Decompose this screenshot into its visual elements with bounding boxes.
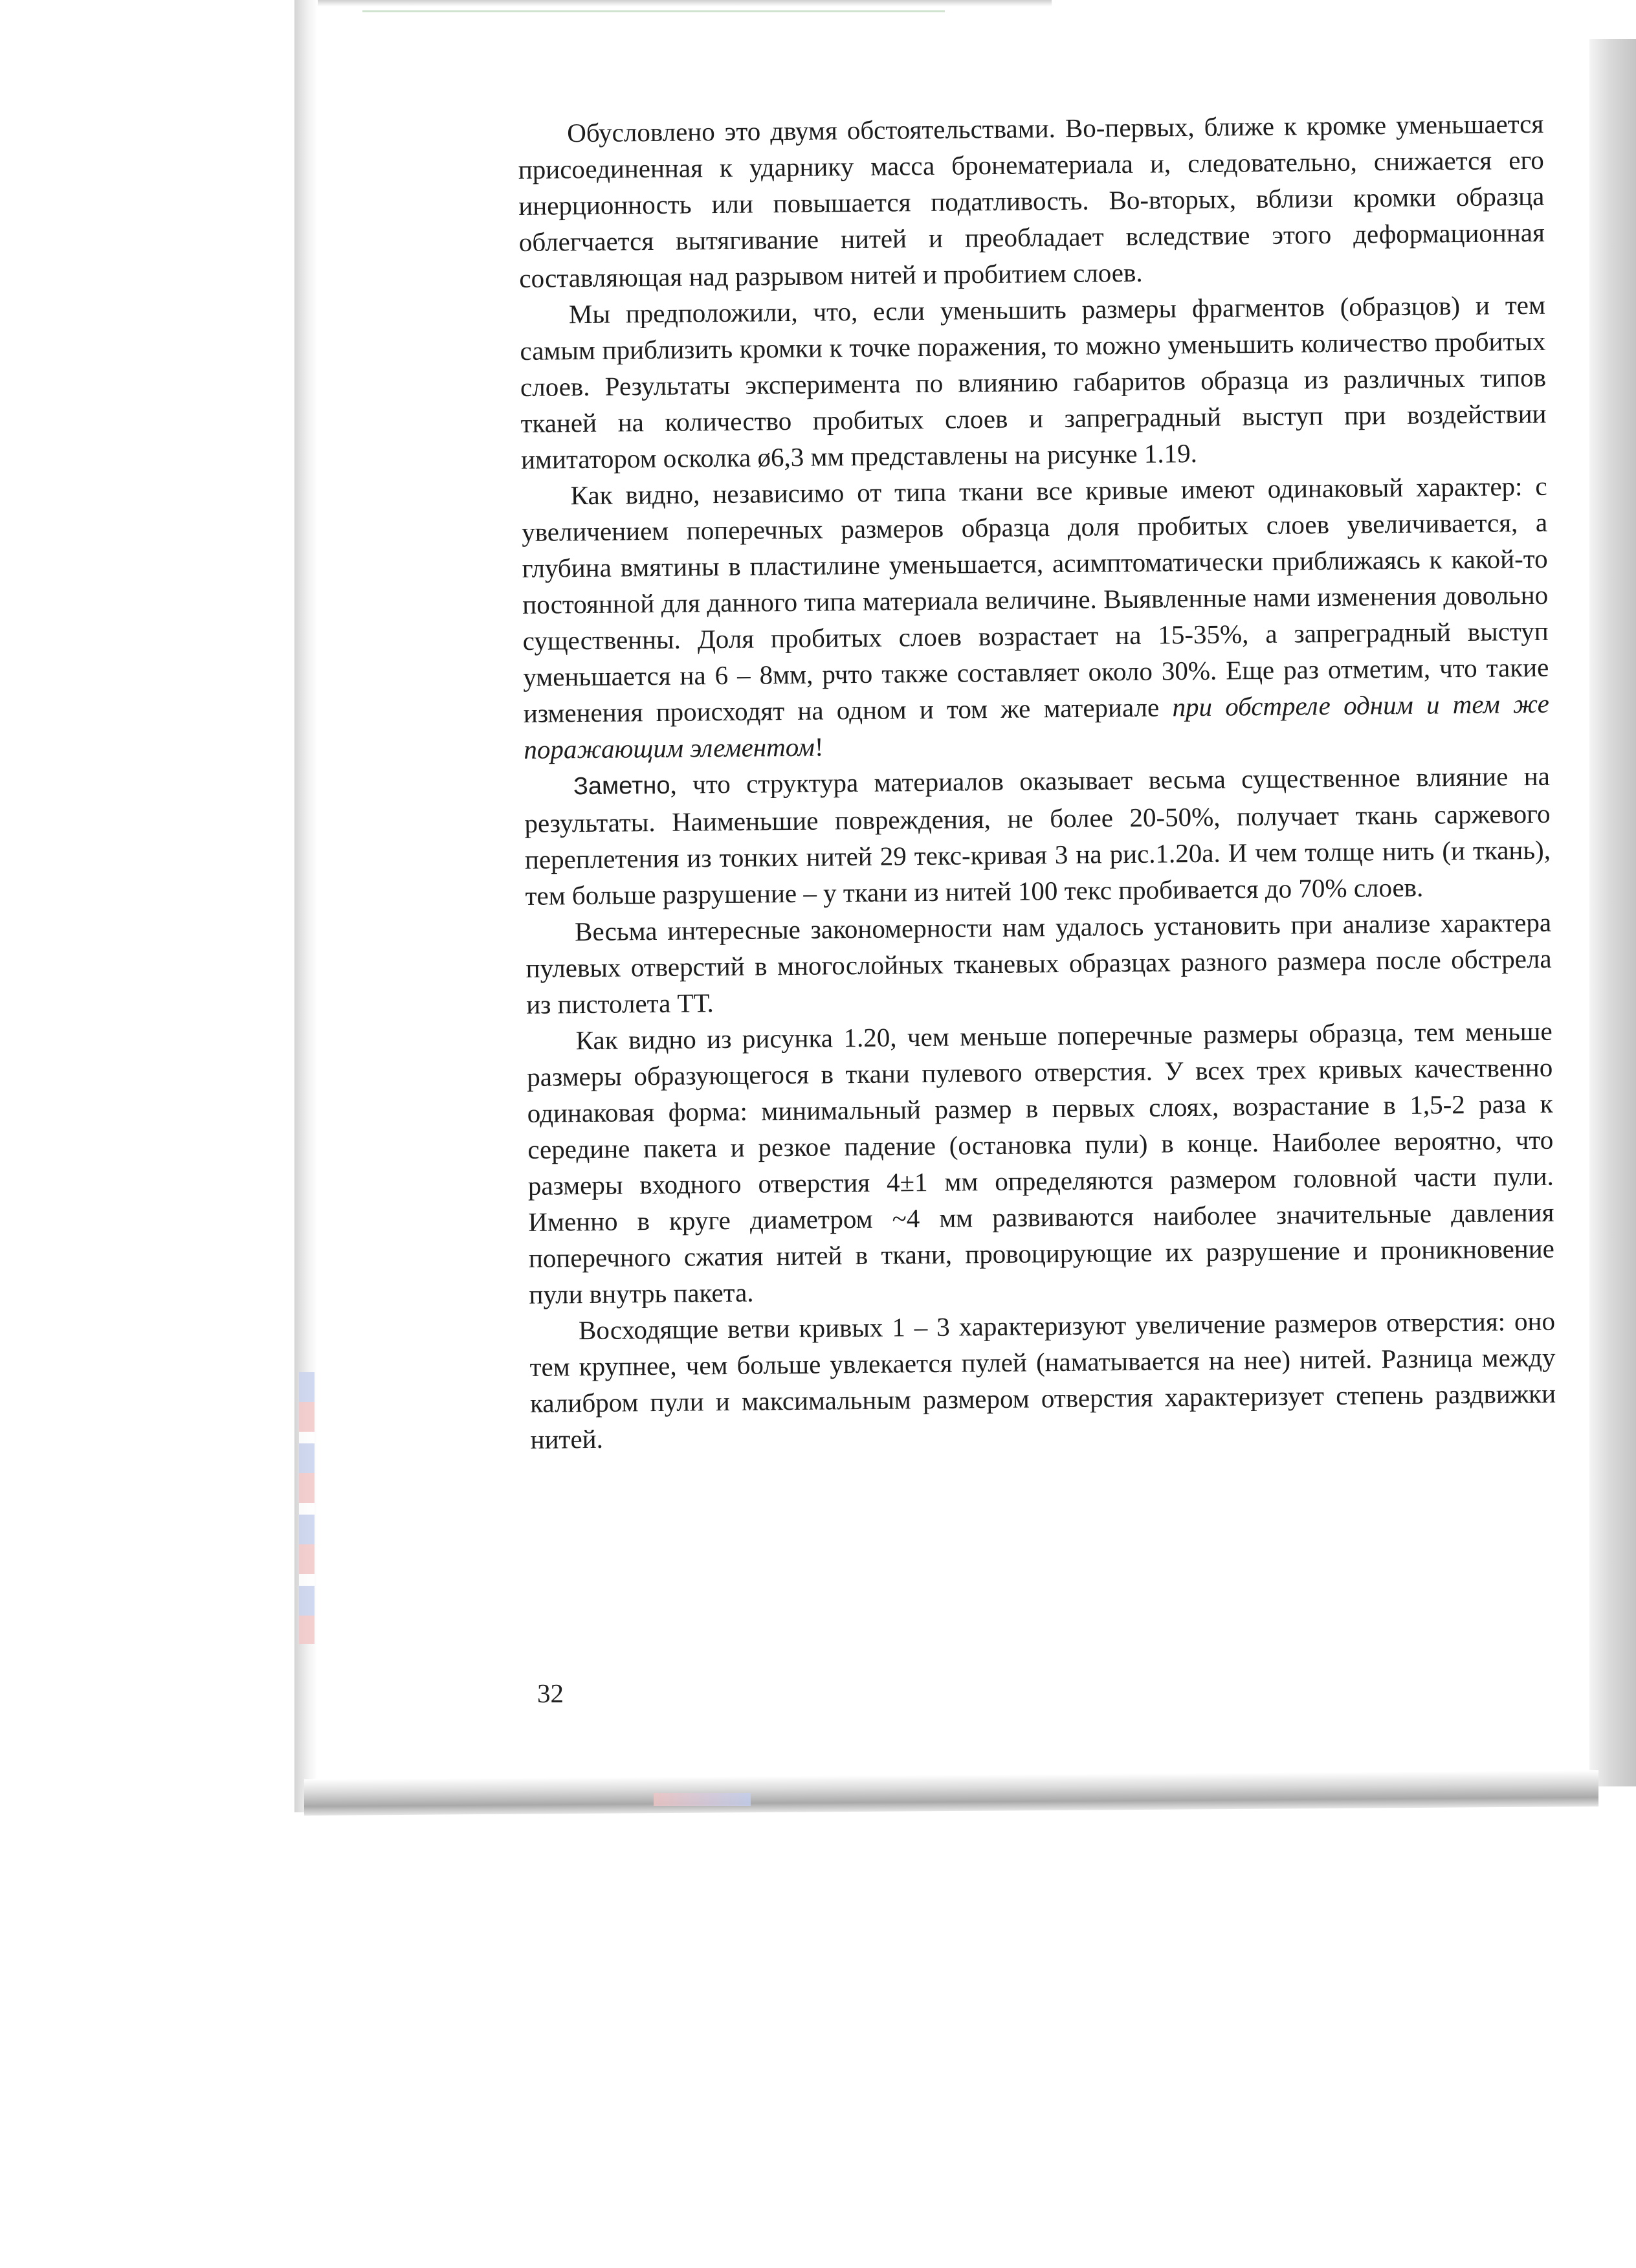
- paragraph-4: [524, 758, 1551, 914]
- scan-left-color-stripes: [299, 1372, 315, 1644]
- paragraph-3: [521, 468, 1549, 768]
- scan-bottom-edge: [304, 1770, 1598, 1816]
- paragraph-3-italic: при обстреле одним и тем же поражающим элементом: [524, 688, 1550, 764]
- paragraph-3-text: Как видно, независимо от типа ткани все кривые имеют одинаковый характер: с увеличением поперечных размеров образца доля пробитых слоев увеличивается, а глубина вмятины в пластилине уменьшается, асимптоматически приближаясь к какой-то постоянной для данного типа материала величине. Выявленные нами изменения довольно существенны. Доля пробитых слоев возрастает на 15-35%, а запреградный выступ уменьшается на 6 – 8мм, рчто также составляет около 30%. Еще раз отметим, что такие изменения происходят на одном и том же материале: [521, 471, 1549, 728]
- page-number: 32: [537, 1678, 564, 1708]
- scan-top-shadow: [294, 0, 1052, 6]
- scan-bottom-color-accent: [654, 1793, 751, 1806]
- scan-right-edge: [1589, 39, 1636, 1786]
- paragraph-2: Мы предположили, что, если уменьшить размеры фрагментов (образцов) и тем самым приблизить кромки к точке поражения, то можно уменьшить количество пробитых слоев. Результаты эксперимента по влиянию габаритов образца из различных типов тканей на количество пробитых слоев и запреградный выступ при воздействии имитатором осколка ø6,3 мм представлены на рисунке 1.19.: [520, 289, 1547, 474]
- scan-top-line: [362, 10, 945, 12]
- paragraph-7: Восходящие ветви кривых 1 – 3 характеризуют увеличение размеров отверстия: оно тем крупнее, чем больше увлекается пулей (наматывается на нее) нитей. Разница между калибром пули и максимальным размером отверстия характеризует степень раздвижки нитей.: [529, 1306, 1556, 1454]
- paragraph-1: Обусловлено это двумя обстоятельствами. Во-первых, ближе к кромке уменьшается присоединенная к ударнику масса бронематериала и, следовательно, снижается его инерционность или повышается податливость. Во-вторых, вблизи кромки образца облегчается вытягивание нитей и преобладает вследствие этого деформационная составляющая над разрывом нитей и пробитием слоев.: [518, 108, 1545, 293]
- paragraph-5: Весьма интересные закономерности нам удалось установить при анализе характера пулевых отверстий в многослойных тканевых образцах разного размера после обстрела из пистолета ТТ.: [525, 907, 1552, 1019]
- page-body: [518, 106, 1556, 1458]
- paragraph-4-lead-word: Заметно: [573, 772, 670, 801]
- paragraph-3-end: !: [814, 731, 824, 762]
- paragraph-4-text: , что структура материалов оказывает весьма существенное влияние на результаты. Наименьшие повреждения, не более 20-50%, получает ткань саржевого переплетения из тонких нитей 29 текс-кривая 3 на рис.1.20а. И чем толще нить (и ткань), тем больше разрушение – у ткани из нитей 100 текс пробивается до 70% слоев.: [524, 761, 1551, 911]
- paragraph-6: Как видно из рисунка 1.20, чем меньше поперечные размеры образца, тем меньше размеры образующегося в ткани пулевого отверстия. У всех трех кривых качественно одинаковая форма: минимальный размер в первых слоях, возрастание в 1,5-2 раза к середине пакета и резкое падение (остановка пули) в конце. Наиболее вероятно, что размеры входного отверстия 4±1 мм определяются размером головной части пули. Именно в круге диаметром ~4 мм развиваются наиболее значительные давления поперечного сжатия нитей в ткани, провоцирующие их разрушение и проникновение пули внутрь пакета.: [527, 1016, 1555, 1309]
